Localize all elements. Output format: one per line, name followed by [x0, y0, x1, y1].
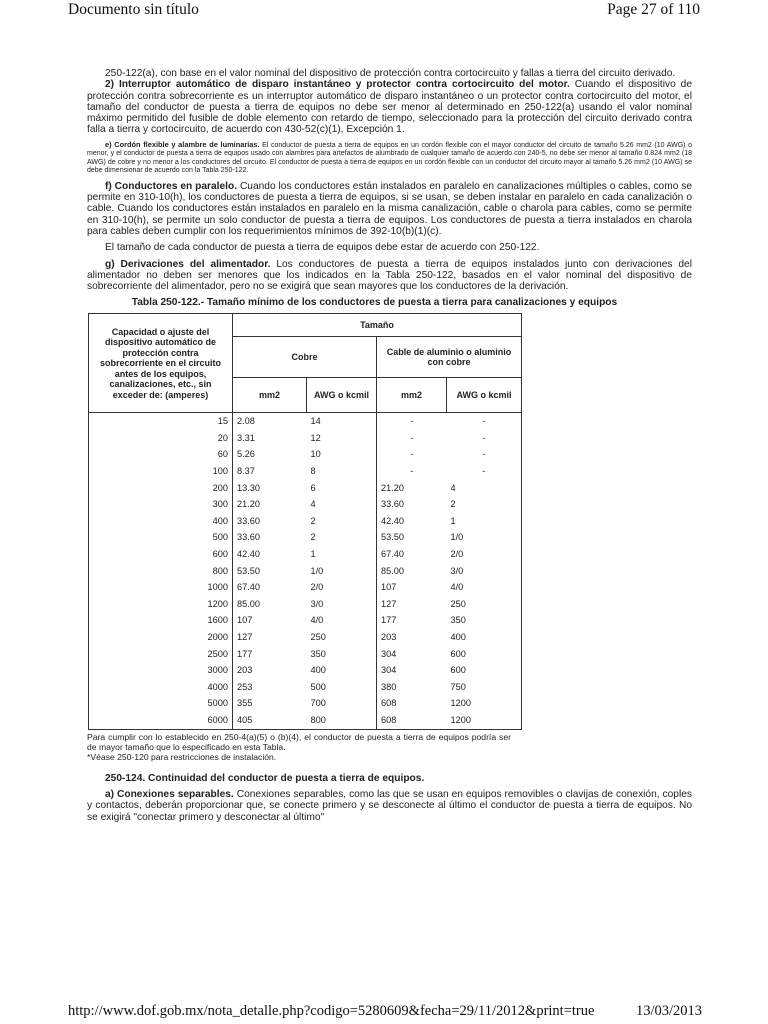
table-row: [89, 662, 522, 679]
cell-aluminum-awg: 3/0: [447, 563, 522, 580]
cell-copper-awg: 400: [307, 662, 377, 679]
cell-copper-mm2: 85.00: [237, 598, 260, 609]
table-body: [89, 413, 522, 729]
cell-aluminum-mm2: 67.40: [381, 549, 404, 559]
table-row: [89, 596, 522, 613]
header-aluminum: Cable de aluminio o aluminio con cobre: [377, 337, 522, 378]
cell-aluminum-awg: 1200: [447, 712, 522, 729]
cell-aluminum-awg: -: [447, 413, 522, 430]
table-note-size: Para cumplir con lo establecido en 250-4(a)(5) o (b)(4), el conductor de puesta a tierra de equipos podría ser de mayor tamaño que lo especificado en esta Tabla.: [87, 731, 511, 752]
cell-amperes: 600: [89, 546, 233, 563]
cell-aluminum-mm2: 53.50: [381, 532, 404, 543]
table-row: [89, 513, 522, 530]
cell-amperes: 800: [89, 563, 233, 580]
paragraph-flexible-cord: [87, 141, 692, 176]
cell-copper-awg: 2: [307, 530, 377, 547]
paragraph-motor-protector-heading: 2) Interruptor automático de disparo instantáneo y protector contra cortocircuito del motor.: [105, 79, 570, 91]
page-indicator: Page 27 of 110: [607, 1, 700, 18]
cell-copper-mm2: 5.26: [237, 449, 255, 460]
cell-copper-mm2: 21.20: [237, 499, 260, 510]
cell-copper-mm2: 405: [233, 712, 307, 729]
cell-copper-awg: 2: [307, 513, 377, 530]
cell-copper-awg: 1/0: [307, 563, 377, 580]
table-row: [89, 447, 522, 464]
table-row: [89, 480, 522, 497]
cell-copper-awg: 4/0: [307, 613, 377, 630]
cell-copper-awg: 14: [307, 413, 377, 430]
cell-aluminum-mm2: 42.40: [381, 515, 404, 526]
cell-copper-awg: 6: [307, 480, 377, 497]
cell-aluminum-mm2: 304: [381, 665, 397, 676]
cell-amperes: 5000: [89, 696, 233, 713]
footer-date: 13/03/2013: [635, 1003, 702, 1019]
cell-copper-awg: 250: [307, 629, 377, 646]
paragraph-feeder-taps: [87, 259, 692, 293]
paragraph-feeder-taps-heading: g) Derivaciones del alimentador.: [105, 258, 271, 270]
cell-aluminum-mm2: -: [410, 466, 414, 477]
cell-copper-mm2: 53.50: [237, 565, 260, 576]
cell-aluminum-awg: 250: [447, 596, 522, 613]
cell-aluminum-mm2: 380: [381, 681, 397, 692]
cell-aluminum-mm2: -: [410, 432, 414, 443]
cell-copper-awg: 1: [307, 546, 377, 563]
header-aluminum-awg: AWG o kcmil: [447, 378, 522, 413]
table-row: [89, 679, 522, 696]
cell-amperes: 4000: [89, 679, 233, 696]
cell-amperes: 400: [89, 513, 233, 530]
paragraph-feeder-taps-text: Los conductores de puesta a tierra de equipos instalados junto con derivaciones del alimentador no deben ser menores que los indicados en la Tabla 250-122, basados en el valor nominal del dispositivo de sobrecorriente del alimentador, pero no se exigirá que sean mayores que los conductores de la derivación.: [87, 258, 692, 293]
cell-copper-mm2: 67.40: [237, 582, 260, 593]
cell-copper-awg: 800: [307, 712, 377, 729]
cell-copper-mm2: 127: [237, 631, 253, 642]
paragraph-flexible-cord-text: El conductor de puesta a tierra de equipos en un cordón flexible con el mayor conductor del circuito de tamaño 5.26 mm2 (10 AWG) o menor, y el conductor de puesta a tierra de equipos usado con alambres para artefactos de alumbrado de cualquier tamaño de acuerdo con 240-5, no debe ser menor al tamaño 0.824 mm2 (18 AWG) de cobre y no menor a los conductores del circuito. El conductor de puesta a tierra de equipos en un cordón flexible con un conductor del circuito mayor al tamaño 5.26 mm2 (10 AWG) se debe dimensionar de acuerdo con la Tabla 250-122.: [87, 141, 692, 175]
cell-aluminum-awg: 350: [447, 613, 522, 630]
cell-aluminum-mm2: 127: [381, 598, 397, 609]
cell-aluminum-mm2: -: [410, 449, 414, 460]
table-row: [89, 463, 522, 480]
paragraph-parallel-conductors-text: Cuando los conductores están instalados en paralelo en canalizaciones múltiples o cables, como se permite en 310-10(h), los conductores de puesta a tierra de equipos, si se usan, se deben instalar en paralelo en cada canalización o cable. Cuando los conductores están instalados en paralelo en la misma canalización, cable o charola para cables, como se permite en 310-10(h), se permite un solo conductor de puesta a tierra de equipos. Los conductores de puesta a tierra instalados en charola para cables deben cumplir con los requerimientos mínimos de 392-10(b)(1)(c).: [87, 180, 693, 237]
cell-aluminum-mm2: 203: [381, 631, 397, 642]
cell-copper-awg: 8: [307, 463, 377, 480]
cell-copper-awg: 2/0: [307, 579, 377, 596]
cell-amperes: 3000: [89, 662, 233, 679]
cell-aluminum-awg: 2: [447, 496, 522, 513]
paragraph-motor-protector-text: Cuando el dispositivo de protección contra sobrecorriente es un interruptor automático de disparo instantáneo o un protector contra cortocircuito del motor, el tamaño del conductor de puesta a tierra de equipos no debe ser menor al determinado en 250-122(a) usando el valor nominal máximo permitido del fusible de doble elemento con retardo de tiempo, seleccionado para la protección del circuito derivado contra falla a tierra y cortocircuito, de acuerdo con 430-52(c)(1), Excepción 1.: [87, 79, 692, 136]
cell-copper-mm2: 8.37: [237, 466, 255, 477]
cell-copper-mm2: 33.60: [237, 515, 260, 526]
cell-copper-mm2: 253: [237, 681, 253, 692]
cell-amperes: 60: [89, 447, 233, 464]
table-notes: [87, 732, 511, 762]
cell-aluminum-awg: 600: [447, 662, 522, 679]
page-content: [87, 68, 692, 823]
cell-copper-awg: 3/0: [307, 596, 377, 613]
cell-amperes: 1000: [89, 579, 233, 596]
paragraph-separable-connections: [87, 789, 692, 823]
cell-copper-awg: 10: [307, 447, 377, 464]
cell-aluminum-awg: 600: [447, 646, 522, 663]
paragraph-parallel-conductors-heading: f) Conductores en paralelo.: [105, 180, 238, 192]
table-note-reference: *Véase 250-120 para restricciones de instalación.: [87, 751, 277, 762]
cell-copper-mm2: 177: [237, 648, 253, 659]
cell-aluminum-mm2: 85.00: [381, 565, 404, 576]
header-copper-awg: AWG o kcmil: [307, 378, 377, 413]
section-heading-text: 250-124. Continuidad del conductor de puesta a tierra de equipos.: [105, 772, 425, 784]
paragraph-motor-protector: [87, 79, 692, 135]
cell-aluminum-mm2: 608: [381, 698, 397, 709]
cell-amperes: 20: [89, 430, 233, 447]
table-row: [89, 546, 522, 563]
table-row: [89, 530, 522, 547]
paragraph-intro-text: 250-122(a), con base en el valor nominal del dispositivo de protección contra cortocircuito y fallas a tierra del circuito derivado.: [105, 68, 676, 79]
table-row: [89, 563, 522, 580]
paragraph-separable-connections-heading: a) Conexiones separables.: [105, 789, 234, 801]
cell-amperes: 200: [89, 480, 233, 497]
cell-aluminum-mm2: 33.60: [381, 499, 404, 510]
cell-amperes: 1200: [89, 596, 233, 613]
table-row: [89, 712, 522, 729]
header-capacity: Capacidad o ajuste del dispositivo automático de protección contra sobrecorriente en el circuito antes de los equipos, canalizaciones, etc., sin exceder de: (amperes): [89, 314, 233, 413]
cell-aluminum-mm2: 177: [381, 615, 397, 626]
table-row: [89, 496, 522, 513]
footer-url: http://www.dof.gob.mx/nota_detalle.php?codigo=5280609&fecha=29/11/2012&print=true: [68, 1003, 595, 1019]
table-row: [89, 579, 522, 596]
header-copper: Cobre: [233, 337, 377, 378]
paragraph-intro: [87, 68, 692, 79]
cell-copper-mm2: 33.60: [237, 532, 260, 543]
cell-aluminum-mm2: 608: [377, 712, 447, 729]
cell-copper-mm2: 2.08: [237, 416, 255, 427]
cell-aluminum-awg: 400: [447, 629, 522, 646]
document-title: Documento sin título: [68, 1, 199, 18]
cell-amperes: 15: [89, 413, 233, 430]
header-aluminum-mm2: mm2: [377, 378, 447, 413]
cell-copper-mm2: 42.40: [237, 549, 260, 559]
cell-aluminum-awg: 1: [447, 513, 522, 530]
cell-aluminum-mm2: 21.20: [381, 482, 404, 493]
cell-copper-awg: 350: [307, 646, 377, 663]
cell-aluminum-mm2: 304: [381, 648, 397, 659]
paragraph-conductor-size: El tamaño de cada conductor de puesta a tierra de equipos debe estar de acuerdo con 250-122.: [105, 242, 540, 254]
cell-amperes: 500: [89, 530, 233, 547]
cell-aluminum-awg: -: [447, 447, 522, 464]
table-row: [89, 629, 522, 646]
cell-aluminum-awg: 4: [447, 480, 522, 497]
table-row: [89, 430, 522, 447]
cell-copper-awg: 500: [307, 679, 377, 696]
paragraph-flexible-cord-heading: e) Cordón flexible y alambre de luminarias.: [105, 139, 260, 149]
cell-amperes: 1600: [89, 613, 233, 630]
table-row: [89, 696, 522, 713]
cell-copper-mm2: 355: [237, 698, 253, 709]
cell-aluminum-awg: 1/0: [447, 530, 522, 547]
cell-copper-awg: 700: [307, 696, 377, 713]
cell-aluminum-mm2: -: [410, 416, 414, 427]
table-row: [89, 646, 522, 663]
cell-amperes: 6000: [89, 712, 233, 729]
cell-copper-mm2: 203: [237, 665, 253, 676]
cell-aluminum-awg: -: [447, 463, 522, 480]
table-caption: Tabla 250-122.- Tamaño mínimo de los conductores de puesta a tierra para canalizaciones y equipos: [131, 297, 618, 309]
header-size: Tamaño: [233, 314, 522, 337]
cell-copper-mm2: 3.31: [237, 432, 255, 443]
cell-amperes: 300: [89, 496, 233, 513]
cell-aluminum-awg: 4/0: [447, 579, 522, 596]
cell-copper-awg: 4: [307, 496, 377, 513]
cell-copper-awg: 12: [307, 430, 377, 447]
table-row: [89, 413, 522, 430]
section-heading: [87, 773, 692, 784]
cell-amperes: 2500: [89, 646, 233, 663]
cell-aluminum-awg: 750: [447, 679, 522, 696]
cell-aluminum-mm2: 107: [381, 582, 397, 593]
cell-copper-mm2: 107: [237, 615, 253, 626]
paragraph-parallel-conductors: [87, 181, 692, 237]
cell-amperes: 2000: [89, 629, 233, 646]
paragraph-separable-connections-text: Conexiones separables, como las que se usan en equipos removibles o clavijas de conexión, coples y contactos, deberán proporcionar que, se conecte primero y se desconecte al último el conductor de puesta a tierra de equipos. No se exigirá "conectar primero y desconectar al último": [87, 789, 692, 823]
cell-copper-mm2: 13.30: [237, 482, 260, 493]
cell-aluminum-awg: 2/0: [447, 546, 522, 563]
table-row: [89, 613, 522, 630]
grounding-conductor-table: [88, 313, 522, 729]
cell-aluminum-awg: 1200: [447, 696, 522, 713]
cell-amperes: 100: [89, 463, 233, 480]
cell-aluminum-awg: -: [447, 430, 522, 447]
header-copper-mm2: mm2: [233, 378, 307, 413]
